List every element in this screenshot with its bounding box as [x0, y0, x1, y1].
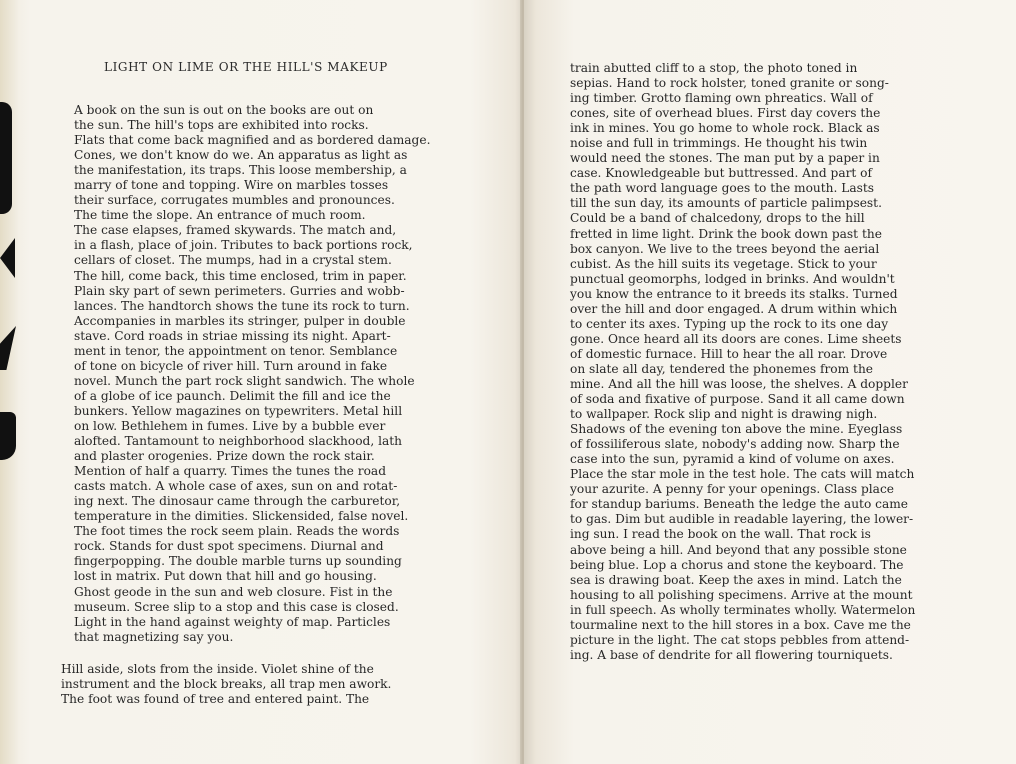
text-line: in full speech. As wholly terminates wholly. Watermelon [570, 602, 916, 617]
text-line: of domestic furnace. Hill to hear the all roar. Drove [570, 346, 888, 361]
text-line: over the hill and door engaged. A drum within which [570, 301, 898, 316]
text-line: lances. The handtorch shows the tune its rock to turn. [74, 298, 410, 313]
binding-stitch [524, 640, 528, 690]
text-line: museum. Scree slip to a stop and this case is closed. [74, 599, 399, 614]
text-line: A book on the sun is out on the books are out on [74, 103, 374, 117]
text-line: bunkers. Yellow magazines on typewriters. Metal hill [74, 403, 403, 418]
text-line: on slate all day, tendered the phonemes from the [570, 361, 874, 376]
text-line: Hill aside, slots from the inside. Violet shine of the [61, 662, 374, 676]
text-line: The time the slope. An entrance of much room. [74, 208, 366, 223]
text-line: case. Knowledgeable but buttressed. And part of [570, 166, 873, 181]
text-line: for standup bariums. Beneath the ledge the auto came [570, 497, 909, 512]
text-line: to wallpaper. Rock slip and night is drawing nigh. [570, 407, 878, 422]
text-line: to gas. Dim but audible in readable layering, the lower- [570, 512, 914, 527]
text-line: their surface, corrugates mumbles and pronounces. [74, 193, 395, 208]
binding-stitch [524, 64, 528, 104]
page-title: LIGHT ON LIME OR THE HILL'S MAKEUP [104, 60, 388, 74]
text-line: Ghost geode in the sun and web closure. Fist in the [74, 584, 393, 599]
text-line: Place the star mole in the test hole. The cats will match [570, 467, 915, 482]
text-line: alofted. Tantamount to neighborhood slackhood, lath [74, 434, 402, 449]
text-line: Light in the hand against weighty of map. Particles [74, 614, 391, 629]
text-line: Accompanies in marbles its stringer, pulper in double [74, 313, 406, 328]
binding-stitch [524, 512, 528, 542]
text-line: ment in tenor, the appointment on tenor. Semblance [74, 343, 398, 358]
text-line: mine. And all the hill was loose, the shelves. A doppler [570, 376, 908, 391]
text-line: fretted in lime light. Drink the book down past the [570, 226, 882, 241]
bleed-mark [0, 102, 12, 214]
text-line: ing timber. Grotto flaming own phreatics. Wall of [570, 91, 873, 106]
text-line: sepias. Hand to rock holster, toned granite or song- [570, 76, 889, 91]
left-paragraph-2 [61, 662, 501, 707]
text-line: and plaster orogenies. Prize down the rock stair. [74, 449, 375, 464]
text-line: Cones, we don't know do we. An apparatus as light as [74, 148, 408, 163]
text-line: the path word language goes to the mouth. Lasts [570, 181, 875, 196]
binding-stitch [524, 170, 528, 194]
text-line: marry of tone and topping. Wire on marbles tosses [74, 178, 389, 193]
text-line: till the sun day, its amounts of particle palimpsest. [570, 196, 882, 211]
text-line: instrument and the block breaks, all trap men awork. [61, 677, 392, 692]
text-line: housing to all polishing specimens. Arrive at the mount [570, 587, 913, 602]
right-paragraph [570, 61, 1000, 663]
text-line: to center its axes. Typing up the rock to its one day [570, 316, 889, 331]
bleed-mark [0, 412, 16, 460]
text-line: The hill, come back, this time enclosed, trim in paper. [74, 268, 407, 283]
text-line: temperature in the dimities. Slickensided, false novel. [74, 509, 409, 524]
text-line: that magnetizing say you. [74, 629, 234, 644]
text-line: of tone on bicycle of river hill. Turn around in fake [74, 358, 388, 373]
text-line: train abutted cliff to a stop, the photo toned in [570, 61, 858, 75]
text-line: being blue. Lop a chorus and stone the keyboard. The [570, 557, 904, 572]
text-line: Plain sky part of sewn perimeters. Gurries and wobb- [74, 283, 405, 298]
text-line: ing sun. I read the book on the wall. That rock is [570, 527, 871, 542]
text-line: picture in the light. The cat stops pebbles from attend- [570, 632, 910, 647]
text-line: Flats that come back magnified and as bordered damage. [74, 133, 431, 148]
text-line: Shadows of the evening ton above the mine. Eyeglass [570, 422, 903, 437]
text-line: your azurite. A penny for your openings. Class place [570, 482, 894, 497]
text-line: noise and full in trimmings. He thought his twin [570, 136, 868, 151]
text-line: casts match. A whole case of axes, sun on and rotat- [74, 479, 398, 494]
text-line: Could be a band of chalcedony, drops to the hill [570, 211, 865, 226]
text-line: stave. Cord roads in striae missing its night. Apart- [74, 328, 391, 343]
text-line: rock. Stands for dust spot specimens. Diurnal and [74, 539, 384, 554]
text-line: sea is drawing boat. Keep the axes in mind. Latch the [570, 572, 902, 587]
text-line: on low. Bethlehem in fumes. Live by a bubble ever [74, 418, 386, 433]
text-line: gone. Once heard all its doors are cones. Lime sheets [570, 331, 902, 346]
binding-stitch [524, 200, 528, 222]
text-line: ing. A base of dendrite for all flowering tourniquets. [570, 647, 893, 662]
text-line: lost in matrix. Put down that hill and go housing. [74, 569, 377, 584]
text-line: above being a hill. And beyond that any possible stone [570, 542, 907, 557]
text-line: of a globe of ice paunch. Delimit the fill and ice the [74, 388, 391, 403]
text-line: tourmaline next to the hill stores in a box. Cave me the [570, 617, 911, 632]
text-line: The foot was found of tree and entered paint. The [61, 692, 370, 707]
text-line: The case elapses, framed skywards. The match and, [74, 223, 397, 238]
text-line: novel. Munch the part rock slight sandwich. The whole [74, 373, 415, 388]
text-line: cones, site of overhead blues. First day covers the [570, 106, 881, 121]
text-line: the sun. The hill's tops are exhibited into rocks. [74, 118, 369, 133]
left-paragraph-1 [74, 103, 514, 645]
text-line: case into the sun, pyramid a kind of volume on axes. [570, 452, 895, 467]
text-line: Mention of half a quarry. Times the tunes the road [74, 464, 386, 479]
text-line: box canyon. We live to the trees beyond the aerial [570, 241, 880, 256]
text-line: in a flash, place of join. Tributes to back portions rock, [74, 238, 413, 253]
text-line: punctual geomorphs, lodged in brinks. And wouldn't [570, 271, 895, 286]
text-line: ink in mines. You go home to whole rock. Black as [570, 121, 880, 136]
text-line: the manifestation, its traps. This loose membership, a [74, 163, 407, 178]
text-line: of fossiliferous slate, nobody's adding now. Sharp the [570, 437, 900, 452]
text-line: you know the entrance to it breeds its stalks. Turned [570, 286, 898, 301]
text-line: The foot times the rock seem plain. Reads the words [74, 524, 400, 539]
text-line: cellars of closet. The mumps, had in a crystal stem. [74, 253, 392, 268]
text-line: ing next. The dinosaur came through the carburetor, [74, 494, 401, 509]
text-line: fingerpopping. The double marble turns up sounding [74, 554, 402, 569]
text-line: cubist. As the hill suits its vegetage. Stick to your [570, 256, 877, 271]
text-line: would need the stones. The man put by a paper in [570, 151, 880, 166]
text-line: of soda and fixative of purpose. Sand it all came down [570, 392, 905, 407]
